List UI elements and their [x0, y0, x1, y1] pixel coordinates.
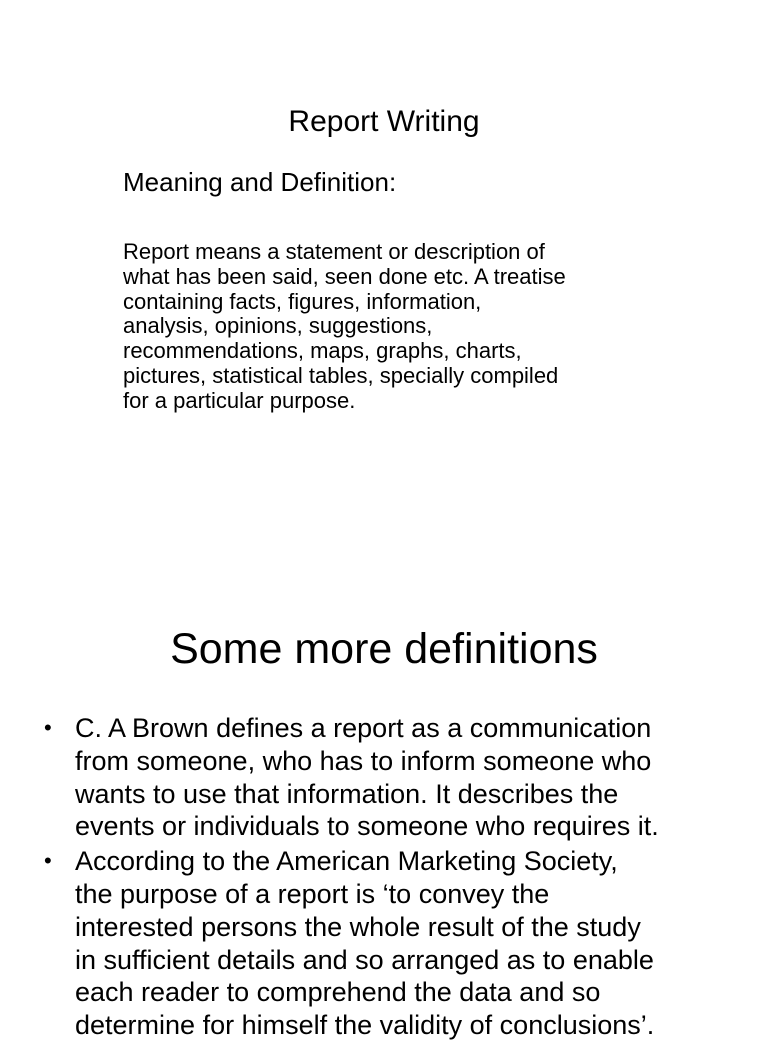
paragraph-line: recommendations, maps, graphs, charts,	[123, 338, 522, 364]
list-item-line: wants to use that information. It describes the	[75, 778, 619, 809]
bullet-icon: •	[44, 715, 52, 740]
paragraph-line: analysis, opinions, suggestions,	[123, 313, 433, 339]
list-item	[0, 712, 768, 843]
paragraph-line: what has been said, seen done etc. A treatise	[123, 263, 566, 289]
list-item-line: from someone, who has to inform someone who	[75, 745, 652, 776]
paragraph-line: Report means a statement or description of	[123, 239, 545, 264]
bullet-icon: •	[44, 848, 52, 874]
list-item	[0, 845, 768, 1042]
list-item-line: events or individuals to someone who requires it.	[75, 811, 659, 842]
definitions-list	[0, 712, 768, 1044]
paragraph-line: containing facts, figures, information,	[123, 288, 482, 314]
list-item-line: According to the American Marketing Society,	[75, 846, 618, 877]
list-item-line: in sufficient details and so arranged as to enable	[75, 944, 654, 975]
slide-more-definitions	[0, 576, 768, 1041]
list-item-line: C. A Brown defines a report as a communication	[75, 713, 652, 743]
paragraph-line: pictures, statistical tables, specially compiled	[123, 362, 559, 388]
list-item-line: determine for himself the validity of conclusions’.	[75, 1010, 655, 1041]
slide-report-writing	[0, 0, 768, 512]
slide-subtitle: Meaning and Definition:	[123, 167, 397, 197]
list-item-line: each reader to comprehend the data and so	[75, 977, 601, 1008]
list-item-line: the purpose of a report is ‘to convey the	[75, 878, 550, 909]
list-item-line: interested persons the whole result of the study	[75, 911, 641, 942]
slide-title: Some more definitions	[170, 625, 598, 673]
definition-paragraph	[123, 240, 663, 414]
paragraph-line: for a particular purpose.	[123, 387, 356, 413]
slide-title: Report Writing	[288, 105, 480, 138]
